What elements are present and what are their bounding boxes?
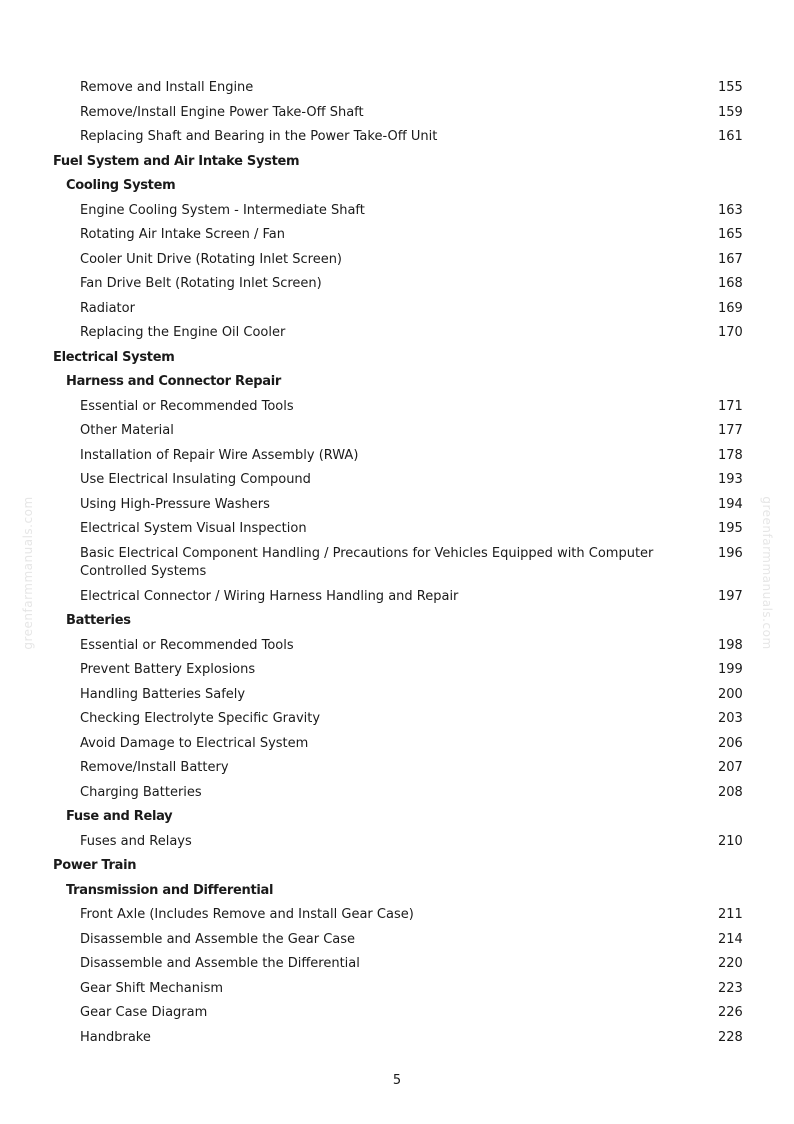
toc-subsection <box>0 879 794 904</box>
toc-entry[interactable] <box>0 952 794 977</box>
toc-entry-page: 194 <box>718 496 743 512</box>
toc-entry[interactable] <box>0 297 794 322</box>
toc-subsection <box>0 174 794 199</box>
toc-section <box>0 854 794 879</box>
toc-entry-page: 210 <box>718 833 743 849</box>
toc-entry-page: 197 <box>718 588 743 604</box>
toc-entry[interactable] <box>0 781 794 806</box>
toc-entry-title: Replacing the Engine Oil Cooler <box>80 325 286 340</box>
toc-entry-title: Radiator <box>80 300 135 316</box>
toc-entry-title: Gear Case Diagram <box>80 1005 208 1020</box>
toc-entry[interactable] <box>0 903 794 928</box>
toc-entry-title: Power Train <box>53 858 137 873</box>
toc-entry-title: Other Material <box>80 423 174 438</box>
toc-entry-page: 214 <box>718 931 743 947</box>
toc-entry-title: Fuses and Relays <box>80 833 192 849</box>
toc-entry-page: 177 <box>718 423 743 438</box>
toc-entry[interactable] <box>0 419 794 444</box>
page-number: 5 <box>392 1073 402 1088</box>
watermark-left: greenfarmmanuals.com <box>21 496 35 650</box>
toc-entry-title: Basic Electrical Component Handling / Precautions for Vehicles Equipped with Computer Controlled Systems <box>80 545 654 579</box>
toc-entry-page: 208 <box>718 784 743 800</box>
toc-entry[interactable] <box>0 830 794 855</box>
toc-entry-page: 167 <box>718 251 743 267</box>
toc-entry-title: Installation of Repair Wire Assembly (RWA) <box>80 447 359 463</box>
toc-entry-title: Handling Batteries Safely <box>80 686 246 702</box>
toc-entry-page: 220 <box>718 956 743 971</box>
toc-entry-title: Batteries <box>66 613 131 628</box>
toc-entry[interactable] <box>0 1026 794 1051</box>
toc-entry-title: Fuel System and Air Intake System <box>53 153 300 169</box>
toc-entry-page: 207 <box>718 760 743 775</box>
toc-entry-title: Essential or Recommended Tools <box>80 398 294 414</box>
toc-entry[interactable] <box>0 542 794 585</box>
toc-entry-page: 200 <box>718 686 743 702</box>
toc-entry-title: Checking Electrolyte Specific Gravity <box>80 711 321 726</box>
toc-entry[interactable] <box>0 125 794 150</box>
toc-entry-title: Cooling System <box>66 178 176 193</box>
toc-entry[interactable] <box>0 444 794 469</box>
toc-entry-page: 211 <box>718 907 743 922</box>
toc-entry-page: 170 <box>718 325 743 340</box>
toc-entry-page: 161 <box>718 129 743 144</box>
toc-entry-title: Essential or Recommended Tools <box>80 637 294 653</box>
toc-entry-title: Charging Batteries <box>80 784 202 800</box>
toc-entry-page: 223 <box>718 980 743 996</box>
toc-entry[interactable] <box>0 76 794 101</box>
toc-entry-page: 196 <box>718 545 743 561</box>
toc-entry-page: 165 <box>718 227 743 242</box>
toc-entry-page: 228 <box>718 1029 743 1045</box>
toc-entry-title: Disassemble and Assemble the Differential <box>80 956 360 971</box>
toc-entry-page: 199 <box>718 662 743 677</box>
toc-entry-page: 171 <box>718 398 743 414</box>
toc-entry[interactable] <box>0 977 794 1002</box>
toc-entry-title: Using High-Pressure Washers <box>80 496 270 512</box>
toc-subsection <box>0 370 794 395</box>
toc-entry[interactable] <box>0 585 794 610</box>
toc-entry[interactable] <box>0 634 794 659</box>
watermark-right: greenfarmmanuals.com <box>760 496 774 650</box>
toc-entry[interactable] <box>0 395 794 420</box>
toc-entry-title: Use Electrical Insulating Compound <box>80 472 311 487</box>
toc-entry-page: 226 <box>718 1005 743 1020</box>
toc-entry[interactable] <box>0 928 794 953</box>
toc-entry-title: Fan Drive Belt (Rotating Inlet Screen) <box>80 276 322 291</box>
toc-entry-title: Front Axle (Includes Remove and Install Gear Case) <box>80 907 414 922</box>
toc-entry[interactable] <box>0 321 794 346</box>
toc-entry-title: Replacing Shaft and Bearing in the Power Take-Off Unit <box>80 129 438 144</box>
toc-entry-page: 198 <box>718 637 743 653</box>
toc-entry[interactable] <box>0 732 794 757</box>
toc-entry[interactable] <box>0 468 794 493</box>
toc-entry-title: Cooler Unit Drive (Rotating Inlet Screen) <box>80 251 343 267</box>
toc-entry[interactable] <box>0 517 794 542</box>
toc-entry-title: Rotating Air Intake Screen / Fan <box>80 227 285 242</box>
toc-entry-title: Gear Shift Mechanism <box>80 980 224 996</box>
toc-entry-title: Remove/Install Battery <box>80 760 229 775</box>
toc-entry-title: Electrical System Visual Inspection <box>80 521 307 536</box>
toc-entry[interactable] <box>0 199 794 224</box>
toc-entry-title: Avoid Damage to Electrical System <box>80 735 309 751</box>
toc-entry[interactable] <box>0 101 794 126</box>
toc-entry-page: 206 <box>718 735 743 751</box>
toc-entry-title: Fuse and Relay <box>66 809 173 824</box>
toc-entry-title: Remove and Install Engine <box>80 80 254 95</box>
toc-entry-title: Harness and Connector Repair <box>66 374 281 389</box>
table-of-contents <box>0 76 794 1050</box>
toc-entry-title: Electrical Connector / Wiring Harness Handling and Repair <box>80 588 459 604</box>
toc-entry-title: Remove/Install Engine Power Take-Off Shaft <box>80 104 364 120</box>
toc-entry-page: 169 <box>718 300 743 316</box>
toc-subsection <box>0 609 794 634</box>
toc-entry[interactable] <box>0 223 794 248</box>
toc-entry-page: 178 <box>718 447 743 463</box>
toc-section <box>0 346 794 371</box>
toc-entry-page: 155 <box>718 80 743 95</box>
toc-entry-title: Electrical System <box>53 349 175 365</box>
toc-entry-title: Prevent Battery Explosions <box>80 662 256 677</box>
toc-entry-page: 193 <box>718 472 743 487</box>
toc-entry-page: 159 <box>718 104 743 120</box>
toc-entry[interactable] <box>0 248 794 273</box>
toc-entry-page: 203 <box>718 711 743 726</box>
toc-entry-title: Engine Cooling System - Intermediate Shaft <box>80 202 365 218</box>
toc-entry[interactable] <box>0 756 794 781</box>
toc-entry[interactable] <box>0 493 794 518</box>
toc-section <box>0 150 794 175</box>
toc-entry[interactable] <box>0 658 794 683</box>
toc-entry[interactable] <box>0 707 794 732</box>
toc-subsection <box>0 805 794 830</box>
toc-entry[interactable] <box>0 1001 794 1026</box>
toc-entry[interactable] <box>0 683 794 708</box>
toc-entry-page: 195 <box>718 521 743 536</box>
toc-entry-title: Handbrake <box>80 1029 151 1045</box>
toc-entry-page: 163 <box>718 202 743 218</box>
toc-entry-title: Transmission and Differential <box>66 882 274 898</box>
toc-entry[interactable] <box>0 272 794 297</box>
toc-entry-page: 168 <box>718 276 743 291</box>
toc-entry-title: Disassemble and Assemble the Gear Case <box>80 931 356 947</box>
